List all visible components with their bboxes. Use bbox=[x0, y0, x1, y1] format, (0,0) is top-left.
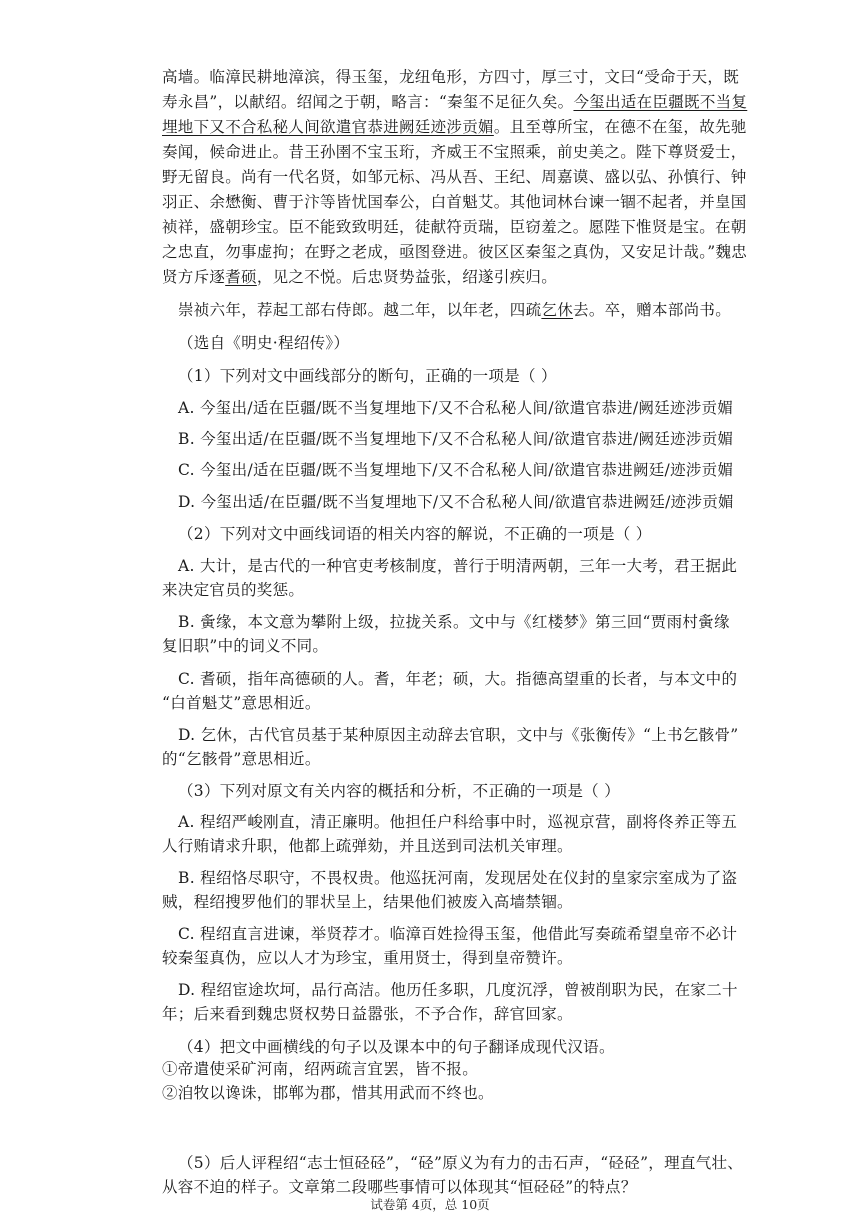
question-1-option-a: A. 今玺出/适在臣疆/既不当复埋地下/又不合私秘人间/欲遣官恭进/阙廷迹涉贡媚 bbox=[178, 399, 734, 417]
underlined-sentence: 埋地下又不合私秘人间欲遣官恭进阙廷迹涉贡媚 bbox=[162, 118, 494, 136]
underlined-sentence: 今玺出适在臣疆既不当复 bbox=[573, 93, 748, 111]
question-3-option-d-cont: 年；后来看到魏忠贤权势日益嚣张，不予合作，辞官回家。 bbox=[162, 1005, 573, 1023]
passage-line bbox=[162, 167, 747, 187]
question-3-option-c: C. 程绍直言进谏，举贤荐才。临漳百姓捡得玉玺，他借此写奏疏希望皇帝不必计 bbox=[178, 925, 738, 943]
page-footer: 试卷第 4页，总 10页 bbox=[370, 1197, 490, 1212]
question-3-option-b: B. 程绍恪尽职守，不畏权贵。他巡抚河南，发现居处在仪封的皇家宗室成为了盗 bbox=[178, 869, 738, 887]
question-2-option-d-cont: 的“乞骸骨”意思相近。 bbox=[162, 750, 321, 768]
passage-text: 贤方斥逐 bbox=[162, 268, 226, 286]
question-2-option-b-cont: 复旧职”中的词义不同。 bbox=[162, 637, 329, 655]
passage-text: 高墙。临漳民耕地漳滨，得玉玺，龙纽龟形，方四寸，厚三寸，文曰“受命于天，既 bbox=[162, 68, 740, 86]
question-5-stem: （5）后人评程绍“志士恒硁硁”，“硁”原义为有力的击石声，“硁硁”，理直气壮、 bbox=[178, 1154, 744, 1172]
passage-line bbox=[162, 267, 742, 287]
question-3-option-d: D. 程绍宦途坎坷，品行高洁。他历任多职，几度沉浮，曾被削职为民，在家二十 bbox=[178, 981, 738, 999]
question-3-option-a-cont: 人行贿请求升职，他都上疏弹劾，并且送到司法机关审理。 bbox=[162, 837, 573, 855]
question-3-option-c-cont: 较秦玺真伪，应以人才为珍宝，重用贤士，得到皇帝赞许。 bbox=[162, 949, 573, 967]
passage-text: ，见之不悦。后忠贤势益张，绍遂引疾归。 bbox=[256, 268, 558, 286]
passage-text: 奏闻，候命进止。昔王孙圉不宝玉珩，齐威王不宝照乘，前史美之。陛下尊贤爱士， bbox=[162, 143, 747, 161]
question-1-option-b: B. 今玺出适/在臣疆/既不当复埋地下/又不合私秘人间/欲遣官恭进/阙廷迹涉贡媚 bbox=[178, 430, 734, 448]
passage-line bbox=[162, 117, 747, 137]
question-3-option-a: A. 程绍严峻刚直，清正廉明。他担任户科给事中时，巡视京营，副将佟养正等五 bbox=[178, 813, 738, 831]
passage-text: 祯祥，盛朝珍宝。臣不能致致明廷，徒献符贡瑞，臣窃羞之。愿陛下惟贤是宝。在朝 bbox=[162, 218, 747, 236]
question-4-stem: （4）把文中画横线的句子以及课本中的句子翻译成现代汉语。 bbox=[178, 1038, 615, 1056]
passage-line bbox=[162, 67, 742, 87]
question-2-option-c: C. 耆硕，指年高德硕的人。耆，年老；硕，大。指德高望重的长者，与本文中的 bbox=[178, 670, 738, 688]
question-2-option-b: B. 夤缘，本文意为攀附上级，拉拢关系。文中与《红楼梦》第三回“贾雨村夤缘 bbox=[178, 613, 730, 631]
question-5-stem-cont: 从容不迫的样子。文章第二段哪些事情可以体现其“恒硁硁”的特点？ bbox=[162, 1178, 637, 1196]
passage-text: 寿永昌”，以献绍。绍闻之于朝，略言：“秦玺不足征久矣。 bbox=[162, 93, 574, 111]
passage-line bbox=[162, 192, 747, 212]
passage-text: 羽正、余懋衡、曹于汴等皆忧国奉公，白首魁艾。其他词林台谏一锢不起者，并皇国 bbox=[162, 193, 747, 211]
passage-text: 崇祯六年，荐起工部右侍郎。越二年，以年老，四疏 bbox=[178, 301, 542, 319]
question-2-option-a-cont: 来决定官员的奖惩。 bbox=[162, 581, 305, 599]
passage-text: 。且至尊所宝，在德不在玺，故先驰 bbox=[493, 118, 747, 136]
passage-line bbox=[162, 142, 747, 162]
question-3-option-b-cont: 贼，程绍搜罗他们的罪状呈上，结果他们被废入高墙禁锢。 bbox=[162, 893, 573, 911]
question-2-option-d: D. 乞休，古代官员基于某种原因主动辞去官职，文中与《张衡传》“上书乞骸骨” bbox=[178, 726, 739, 744]
question-1-stem: （1）下列对文中画线部分的断句，正确的一项是（ ） bbox=[178, 367, 557, 385]
question-2-option-a: A. 大计，是古代的一种官吏考核制度，普行于明清两朝，三年一大考，君王据此 bbox=[178, 557, 738, 575]
passage-line bbox=[162, 242, 748, 262]
question-3-stem: （3）下列对原文有关内容的概括和分析，不正确的一项是（ ） bbox=[178, 782, 620, 800]
question-1-option-d: D. 今玺出适/在臣疆/既不当复埋地下/又不合私秘人间/欲遣官恭进阙廷/迹涉贡媚 bbox=[178, 493, 734, 511]
passage-text: 去。卒，赠本部尚书。 bbox=[573, 301, 732, 319]
passage-line bbox=[162, 92, 748, 112]
question-2-stem: （2）下列对文中画线词语的相关内容的解说，不正确的一项是（ ） bbox=[178, 525, 652, 543]
question-4-sentence-2: ②洎牧以谗诛，邯郸为郡，惜其用武而不终也。 bbox=[162, 1084, 494, 1102]
underlined-word: 耆硕 bbox=[225, 268, 257, 286]
passage-line bbox=[162, 217, 747, 237]
underlined-word: 乞休 bbox=[541, 301, 574, 319]
passage-text: 之忠直，勿事虚拘；在野之老成，亟图登进。彼区区秦玺之真伪，又安足计哉。”魏忠 bbox=[162, 243, 748, 261]
question-4-sentence-1: ①帝遣使采矿河南，绍两疏言宜罢，皆不报。 bbox=[162, 1060, 479, 1078]
question-2-option-c-cont: “白首魁艾”意思相近。 bbox=[162, 694, 321, 712]
passage-text: 野无留良。尚有一代名贤，如邹元标、冯从吾、王纪、周嘉谟、盛以弘、孙慎行、钟 bbox=[162, 168, 747, 186]
source-citation: （选自《明史·程绍传》） bbox=[178, 334, 350, 352]
passage-line bbox=[178, 300, 758, 320]
question-1-option-c: C. 今玺出/适在臣疆/既不当复埋地下/又不合私秘人间/欲遣官恭进阙廷/迹涉贡媚 bbox=[178, 461, 734, 479]
